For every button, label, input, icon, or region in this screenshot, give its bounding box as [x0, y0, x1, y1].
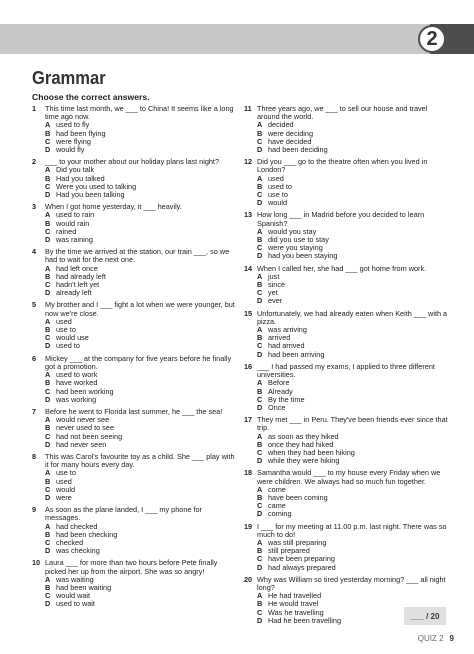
question-item [244, 469, 449, 518]
question-item [32, 158, 237, 199]
option-text: Did you talk [56, 165, 95, 175]
option-letter: B [257, 128, 263, 138]
option-letter: A [45, 370, 51, 380]
option-letter: B [257, 280, 263, 290]
question-number: 11 [244, 104, 252, 113]
question-item [244, 158, 449, 207]
option-letter: B [45, 378, 51, 388]
question-number: 3 [32, 202, 37, 212]
option-text: had been waiting [56, 582, 112, 592]
question-text: When I got home yesterday, it ___ heavily. [45, 202, 182, 212]
option-text: Had you been talking [56, 190, 125, 200]
option-text: By the time [268, 394, 305, 404]
question-number: 4 [32, 247, 37, 257]
option-text: use to [56, 468, 76, 478]
question-text: They met ___ in Peru. They've been friends ever since that trip. [257, 415, 448, 433]
option-text: still prepared [268, 546, 310, 556]
option-text: use to [268, 190, 288, 200]
option-letter: C [45, 333, 51, 343]
option-text: would never see [56, 415, 110, 425]
option-text: Had he been travelling [268, 615, 342, 625]
answer-option[interactable] [257, 273, 449, 281]
option-text: He would travel [268, 599, 319, 609]
answer-option[interactable] [257, 297, 449, 305]
option-letter: B [45, 582, 51, 592]
option-text: once they had hiked [268, 439, 334, 449]
question-item [244, 523, 449, 572]
option-text: used to [268, 181, 292, 191]
option-letter: B [45, 271, 51, 281]
option-letter: B [257, 439, 263, 449]
option-letter: D [257, 615, 263, 625]
question-number: 13 [244, 210, 253, 220]
option-text: arrived [268, 333, 291, 343]
option-text: Before [268, 378, 290, 388]
question-text: Samantha would ___ to my house every Friday when we were children. We always had so much fun together. [257, 468, 441, 486]
option-letter: B [45, 128, 51, 138]
instructions: Choose the correct answers. [32, 92, 150, 102]
option-letter: B [257, 386, 263, 396]
option-letter: D [45, 288, 51, 298]
option-letter: C [257, 447, 263, 457]
option-letter: D [257, 509, 263, 519]
option-letter: B [45, 325, 51, 335]
option-text: Once [268, 402, 286, 412]
option-text: as soon as they hiked [268, 431, 339, 441]
option-letter: D [45, 439, 51, 449]
option-letter: C [45, 136, 51, 146]
option-letter: A [257, 431, 263, 441]
option-letter: A [45, 521, 51, 531]
question-item [32, 203, 237, 244]
option-letter: D [257, 456, 263, 466]
option-letter: D [45, 341, 51, 351]
answer-option[interactable] [257, 351, 449, 359]
option-text: were flying [56, 136, 91, 146]
option-letter: D [45, 190, 51, 200]
option-text: decided [268, 120, 294, 130]
option-letter: B [257, 492, 263, 502]
option-text: used [268, 173, 284, 183]
answer-option[interactable] [257, 252, 449, 260]
option-text: had been flying [56, 128, 106, 138]
question-number: 12 [244, 157, 253, 167]
option-text: was waiting [56, 574, 94, 584]
question-item [32, 559, 237, 608]
option-text: would use [56, 333, 89, 343]
option-text: had not been seeing [56, 431, 123, 441]
question-number: 17 [244, 415, 253, 425]
option-letter: D [45, 394, 51, 404]
option-letter: D [45, 546, 51, 556]
option-text: used [56, 476, 72, 486]
option-text: were [56, 492, 72, 502]
questions-left-column [32, 105, 237, 613]
option-text: never used to see [56, 423, 115, 433]
page-number: 9 [449, 634, 454, 643]
option-letter: B [45, 529, 51, 539]
question-item [32, 355, 237, 404]
option-text: since [268, 280, 286, 290]
option-text: have been preparing [268, 554, 335, 564]
option-text: used to rain [56, 210, 95, 220]
option-letter: D [257, 402, 263, 412]
option-text: would rain [56, 218, 90, 228]
option-letter: A [45, 165, 51, 175]
option-letter: C [257, 288, 263, 298]
option-letter: A [257, 378, 263, 388]
answer-option[interactable] [45, 236, 237, 244]
option-text: had been arriving [268, 349, 325, 359]
option-letter: C [45, 226, 51, 236]
answer-option[interactable] [257, 396, 449, 404]
option-text: came [268, 501, 286, 511]
option-text: had been deciding [268, 145, 328, 155]
option-letter: C [45, 537, 51, 547]
question-item [32, 301, 237, 350]
option-text: would you stay [268, 226, 317, 236]
question-number: 2 [32, 157, 37, 167]
option-letter: C [257, 394, 263, 404]
option-text: was checking [56, 546, 100, 556]
question-item [32, 453, 237, 502]
option-letter: C [45, 280, 51, 290]
answer-option[interactable] [257, 146, 449, 154]
option-text: had you been staying [268, 251, 338, 261]
unit-number-badge: 2 [418, 25, 446, 53]
option-text: have worked [56, 378, 98, 388]
option-letter: D [45, 492, 51, 502]
question-number: 16 [244, 361, 253, 371]
option-letter: C [45, 484, 51, 494]
option-letter: D [257, 198, 263, 208]
option-letter: C [257, 190, 263, 200]
option-letter: A [257, 591, 263, 601]
option-text: when they had been hiking [268, 447, 355, 457]
answer-option[interactable] [45, 486, 237, 494]
question-text: Mickey ___ at the company for five years before he finally got a promotion. [45, 353, 232, 371]
question-text: Why was William so tired yesterday morning? ___ all night long? [257, 574, 446, 592]
option-text: were you staying [268, 243, 323, 253]
question-item [244, 105, 449, 154]
option-letter: B [257, 599, 263, 609]
option-letter: A [257, 484, 263, 494]
option-text: had arrived [268, 341, 305, 351]
question-text: ___ to your mother about our holiday plans last night? [45, 157, 220, 167]
option-letter: C [257, 136, 263, 146]
answer-option[interactable] [45, 342, 237, 350]
question-number: 1 [32, 104, 37, 113]
option-letter: C [45, 386, 51, 396]
option-text: was still preparing [268, 537, 327, 547]
option-letter: C [45, 591, 51, 601]
question-number: 9 [32, 505, 37, 515]
answer-option[interactable] [45, 289, 237, 297]
option-text: had never seen [56, 439, 107, 449]
option-text: used to work [56, 370, 98, 380]
option-letter: D [257, 296, 263, 306]
option-text: would fly [56, 145, 85, 155]
question-number: 10 [32, 558, 41, 568]
option-text: would [56, 484, 76, 494]
option-text: already left [56, 288, 92, 298]
question-text: I ___ for my meeting at 11.00 p.m. last night. There was so much to do! [257, 521, 447, 539]
question-text: As soon as the plane landed, I ___ my phone for messages. [45, 505, 202, 523]
option-text: used to wait [56, 599, 95, 609]
option-text: Had you talked [56, 173, 105, 183]
option-text: had always prepared [268, 562, 336, 572]
option-letter: D [45, 235, 51, 245]
option-text: just [268, 271, 280, 281]
answer-option[interactable] [257, 564, 449, 572]
answer-option[interactable] [257, 457, 449, 465]
question-item [32, 105, 237, 154]
answer-option[interactable] [257, 510, 449, 518]
option-letter: C [45, 431, 51, 441]
option-text: used to [56, 341, 80, 351]
question-text: This was Carol's favourite toy as a child. She ___ play with it for many hours every day. [45, 451, 235, 470]
answer-option[interactable] [45, 146, 237, 154]
option-letter: D [257, 251, 263, 261]
option-text: He had travelled [268, 591, 322, 601]
option-text: yet [268, 288, 278, 298]
header-bar [0, 24, 474, 54]
option-letter: B [257, 235, 263, 245]
option-letter: A [45, 415, 51, 425]
question-item [32, 408, 237, 449]
option-text: did you use to stay [268, 235, 329, 245]
option-letter: B [45, 173, 51, 183]
option-letter: A [257, 271, 263, 281]
question-text: Laura ___ for more than two hours before Pete finally picked her up from the airport. She was so angry! [45, 558, 218, 576]
option-text: have decided [268, 136, 312, 146]
answer-option[interactable] [45, 469, 237, 477]
answer-option[interactable] [45, 396, 237, 404]
option-letter: D [257, 349, 263, 359]
option-letter: A [45, 120, 51, 130]
option-letter: A [45, 263, 51, 273]
option-text: was arriving [268, 325, 307, 335]
option-letter: C [257, 243, 263, 253]
option-letter: C [257, 341, 263, 351]
question-item [32, 248, 237, 297]
option-letter: C [257, 554, 263, 564]
question-text: My brother and I ___ fight a lot when we were younger, but now we're close. [45, 300, 235, 318]
option-text: had checked [56, 521, 98, 531]
page-footer [418, 634, 454, 643]
option-text: would wait [56, 591, 91, 601]
option-letter: B [257, 181, 263, 191]
question-number: 8 [32, 451, 37, 461]
option-text: were deciding [268, 128, 314, 138]
question-item [244, 310, 449, 359]
option-text: coming [268, 509, 292, 519]
option-letter: B [257, 333, 263, 343]
question-number: 14 [244, 263, 253, 273]
option-text: come [268, 484, 286, 494]
option-letter: C [45, 181, 51, 191]
option-letter: A [257, 325, 263, 335]
question-item [244, 363, 449, 412]
option-text: checked [56, 537, 84, 547]
answer-option[interactable] [45, 547, 237, 555]
question-item [244, 211, 449, 260]
answer-option[interactable] [257, 404, 449, 412]
option-letter: A [45, 210, 51, 220]
question-number: 19 [244, 521, 253, 531]
question-item [32, 506, 237, 555]
question-text: This time last month, we ___ to China! It seems like a long time ago now. [45, 104, 234, 122]
option-letter: B [45, 476, 51, 486]
answer-option[interactable] [45, 441, 237, 449]
option-text: had already left [56, 271, 106, 281]
answer-option[interactable] [257, 199, 449, 207]
option-letter: D [257, 145, 263, 155]
answer-option[interactable] [257, 281, 449, 289]
option-text: was working [56, 394, 97, 404]
option-letter: A [45, 574, 51, 584]
option-letter: C [257, 501, 263, 511]
question-text: How long ___ in Madrid before you decided to learn Spanish? [257, 210, 425, 228]
option-text: rained [56, 226, 77, 236]
option-text: had left once [56, 263, 98, 273]
question-text: ___ I had passed my exams, I applied to three different universities. [257, 361, 435, 380]
option-letter: A [257, 537, 263, 547]
option-text: Was he travelling [268, 607, 324, 617]
option-letter: A [257, 173, 263, 183]
option-letter: B [257, 546, 263, 556]
option-letter: A [257, 226, 263, 236]
question-number: 6 [32, 353, 37, 363]
option-text: had been checking [56, 529, 118, 539]
questions-right-column [244, 105, 449, 629]
option-text: would [268, 198, 288, 208]
question-number: 5 [32, 300, 37, 310]
question-number: 15 [244, 308, 253, 318]
option-letter: A [257, 120, 263, 130]
option-letter: B [45, 423, 51, 433]
option-letter: B [45, 218, 51, 228]
option-letter: C [257, 607, 263, 617]
answer-option[interactable] [257, 289, 449, 297]
option-text: have been coming [268, 492, 328, 502]
option-text: had been working [56, 386, 114, 396]
option-text: used [56, 316, 72, 326]
quiz-label: QUIZ 2 [417, 634, 444, 643]
question-number: 20 [244, 574, 253, 584]
option-letter: D [257, 562, 263, 572]
question-text: Did you ___ go to the theatre often when you lived in London? [257, 157, 428, 175]
option-letter: D [45, 145, 51, 155]
option-text: Already [268, 386, 293, 396]
question-text: Three years ago, we ___ to sell our house and travel around the world. [257, 104, 428, 122]
answer-option[interactable] [45, 191, 237, 199]
question-text: By the time we arrived at the station, our train ___, so we had to wait for the next one. [45, 247, 230, 265]
section-title: Grammar [32, 68, 106, 88]
question-item [244, 416, 449, 465]
question-text: When I called her, she had ___ got home from work. [257, 263, 427, 273]
option-text: was raining [56, 235, 93, 245]
option-text: ever [268, 296, 283, 306]
question-item [244, 265, 449, 306]
answer-option[interactable] [45, 494, 237, 502]
option-letter: A [45, 468, 51, 478]
question-number: 7 [32, 406, 37, 416]
option-letter: D [45, 599, 51, 609]
score-box: ___ / 20 [404, 607, 446, 625]
option-text: used to fly [56, 120, 90, 130]
question-text: Before he went to Florida last summer, he ___ the sea! [45, 406, 223, 416]
option-text: while they were hiking [268, 456, 340, 466]
question-text: Unfortunately, we had already eaten when Keith ___ with a pizza. [257, 308, 448, 326]
option-text: use to [56, 325, 76, 335]
option-text: hadn't left yet [56, 280, 100, 290]
option-letter: A [45, 316, 51, 326]
question-number: 18 [244, 468, 253, 478]
answer-option[interactable] [45, 600, 237, 608]
option-text: Were you used to talking [56, 181, 137, 191]
